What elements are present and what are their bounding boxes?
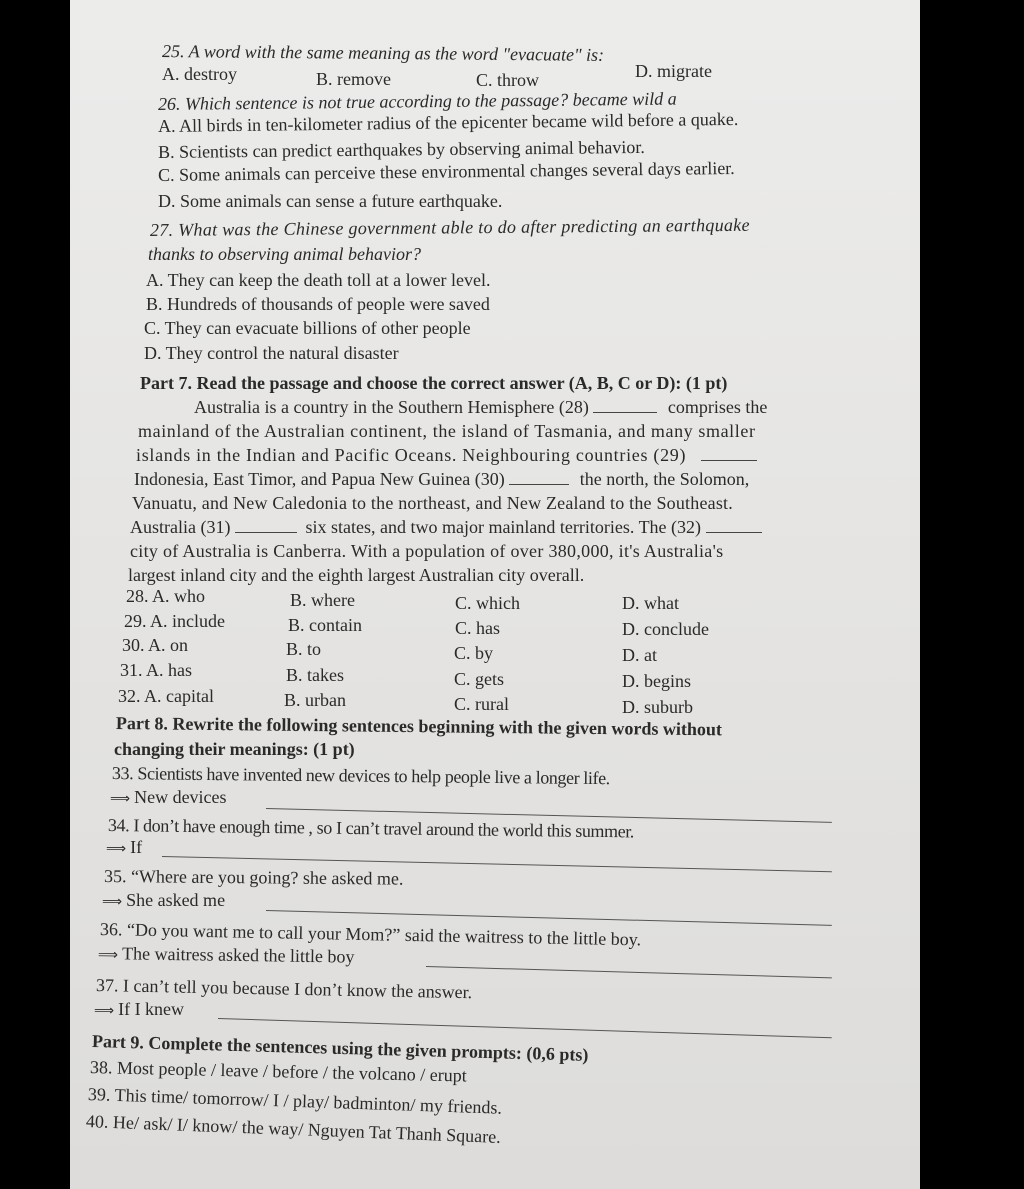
question-27-line2: thanks to observing animal behavior? xyxy=(148,244,421,264)
prompt-40: 40. He/ ask/ I/ know/ the way/ Nguyen Tat Thanh Square. xyxy=(85,1111,502,1147)
choice-31-a: 31. A. has xyxy=(120,660,192,680)
choice-31-b: B. takes xyxy=(286,665,344,685)
passage-line-3: islands in the Indian and Pacific Oceans. Neighbouring countries (29) xyxy=(136,444,757,466)
choice-28-d: D. what xyxy=(622,593,679,613)
arrow-icon: ⟹ xyxy=(97,947,119,964)
sentence-37: 37. I can’t tell you because I don’t know the answer. xyxy=(95,975,473,1003)
arrow-icon: ⟹ xyxy=(110,791,131,807)
choice-30-a: 30. A. on xyxy=(122,635,189,655)
q27-option-c: C. They can evacuate billions of other people xyxy=(144,318,471,338)
prompt-35: ⟹ She asked me xyxy=(102,890,226,910)
arrow-icon: ⟹ xyxy=(102,894,123,910)
choice-29-a: 29. A. include xyxy=(124,611,225,631)
question-25: 25. A word with the same meaning as the word "evacuate" is: xyxy=(161,41,605,65)
choice-32-c: C. rural xyxy=(454,694,509,714)
sentence-36: 36. “Do you want me to call your Mom?” said the waitress to the little boy. xyxy=(99,919,642,950)
q27-option-b: B. Hundreds of thousands of people were saved xyxy=(146,294,490,314)
prompt-39: 39. This time/ tomorrow/ I / play/ badminton/ my friends. xyxy=(87,1084,503,1118)
q26-option-b: B. Scientists can predict earthquakes by observing animal behavior. xyxy=(157,136,645,162)
choice-30-d: D. at xyxy=(622,645,657,665)
passage-line-7: city of Australia is Canberra. With a population of over 380,000, it's Australia's xyxy=(130,541,724,561)
prompt-33: ⟹ New devices xyxy=(110,787,227,807)
question-26: 26. Which sentence is not true according to the passage? became wild a xyxy=(157,88,677,114)
q27-option-d: D. They control the natural disaster xyxy=(144,343,399,363)
choice-29-b: B. contain xyxy=(288,615,362,635)
arrow-icon: ⟹ xyxy=(106,841,127,857)
q26-option-d: D. Some animals can sense a future earthquake. xyxy=(158,191,503,211)
passage-line-2: mainland of the Australian continent, the island of Tasmania, and many smaller xyxy=(138,421,756,441)
choice-30-c: C. by xyxy=(454,643,494,663)
arrow-icon: ⟹ xyxy=(94,1003,115,1019)
choice-32-a: 32. A. capital xyxy=(118,686,214,706)
sentence-34: 34. I don’t have enough time , so I can’t travel around the world this summer. xyxy=(107,815,635,842)
q26-option-c: C. Some animals can perceive these environmental changes several days earlier. xyxy=(157,157,735,185)
passage-line-4: Indonesia, East Timor, and Papua New Guinea (30) the north, the Solomon, xyxy=(134,469,750,489)
prompt-34: ⟹ If xyxy=(106,837,143,857)
passage-line-6: Australia (31) six states, and two major mainland territories. The (32) xyxy=(130,516,762,538)
q26-option-a: A. All birds in ten-kilometer radius of the epicenter became wild before a quake. xyxy=(157,108,739,136)
sentence-33: 33. Scientists have invented new devices to help people live a longer life. xyxy=(111,763,610,789)
passage-line-1: Australia is a country in the Southern Hemisphere (28) comprises the xyxy=(194,397,768,417)
q25-option-a: A. destroy xyxy=(162,64,237,84)
choice-28-b: B. where xyxy=(290,590,355,610)
choice-31-c: C. gets xyxy=(454,669,505,689)
choice-32-b: B. urban xyxy=(284,690,346,710)
answer-line-36[interactable] xyxy=(426,966,832,978)
q27-option-a: A. They can keep the death toll at a lower level. xyxy=(146,270,491,290)
choice-30-b: B. to xyxy=(286,639,322,659)
choice-32-d: D. suburb xyxy=(622,697,693,717)
choice-29-d: D. conclude xyxy=(622,619,709,639)
q25-option-b: B. remove xyxy=(316,69,391,89)
prompt-37: ⟹ If I knew xyxy=(94,999,185,1019)
part9-heading: Part 9. Complete the sentences using the given prompts: (0,6 pts) xyxy=(91,1031,589,1065)
choice-28-a: 28. A. who xyxy=(126,586,206,606)
part8-heading-line1: Part 8. Rewrite the following sentences beginning with the given words without xyxy=(115,713,723,740)
question-27-line1: 27. What was the Chinese government able to do after predicting an earthquake xyxy=(149,214,750,240)
sentence-35: 35. “Where are you going? she asked me. xyxy=(103,866,404,889)
worksheet-page xyxy=(70,0,920,1189)
prompt-36: ⟹ The waitress asked the little boy xyxy=(97,943,355,967)
passage-line-8: largest inland city and the eighth largest Australian city overall. xyxy=(128,565,585,585)
part7-heading: Part 7. Read the passage and choose the correct answer (A, B, C or D): (1 pt) xyxy=(140,373,728,393)
passage-line-5: Vanuatu, and New Caledonia to the northeast, and New Zealand to the Southeast. xyxy=(132,493,733,513)
choice-29-c: C. has xyxy=(455,618,500,638)
q25-option-c: C. throw xyxy=(476,70,539,90)
choice-31-d: D. begins xyxy=(622,671,691,691)
part8-heading-line2: changing their meanings: (1 pt) xyxy=(114,739,355,759)
q25-option-d: D. migrate xyxy=(635,61,712,81)
choice-28-c: C. which xyxy=(455,593,520,613)
prompt-38: 38. Most people / leave / before / the volcano / erupt xyxy=(89,1057,468,1086)
